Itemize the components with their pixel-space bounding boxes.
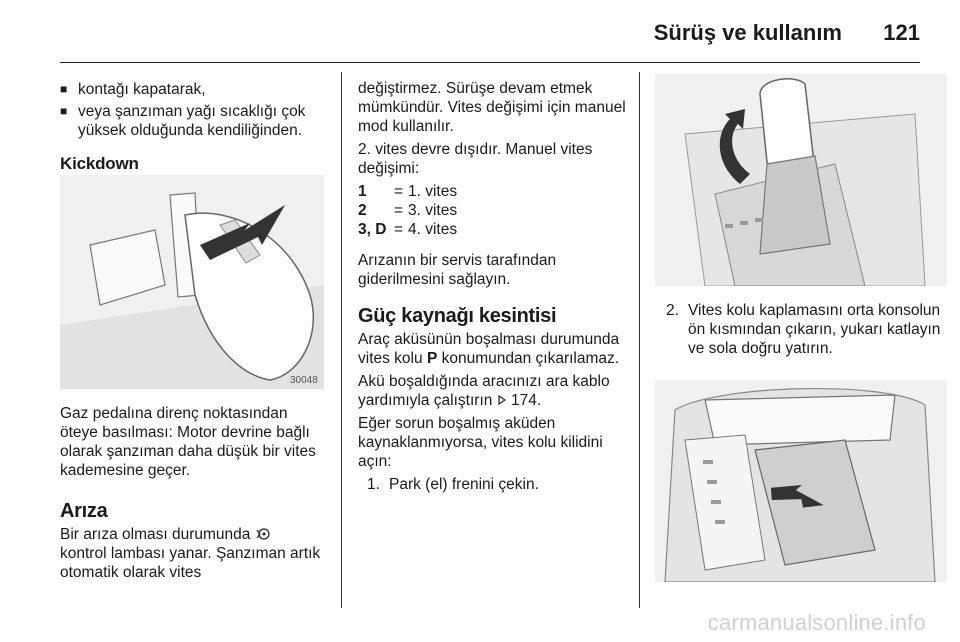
- power-text-1c: konumundan çıkarılamaz.: [441, 350, 620, 367]
- gear-eq: =: [394, 221, 404, 238]
- gear-table: [358, 182, 626, 239]
- page-reference: 174.: [511, 392, 542, 409]
- watermark: carmanualsonline.info: [707, 610, 926, 635]
- column-1-lower: [60, 404, 328, 582]
- gearbox-warning-icon: [255, 527, 273, 541]
- power-text-2a: Akü boşaldığında aracınızı ara kablo yardımıyla çalıştırın: [358, 373, 610, 409]
- power-text-3: Eğer sorun boşalmış aküden kaynaklanmıyorsa, vites kolu kilidini açın:: [358, 415, 603, 470]
- kickdown-text: Gaz pedalına direnç noktasından öteye basılması: Motor devrine bağlı olarak şanzıman daha düşük bir vites kademesine geçer.: [60, 405, 316, 479]
- step-2: [666, 301, 950, 358]
- bullet-square-icon: ■: [60, 104, 68, 118]
- gear-eq: =: [394, 183, 404, 200]
- bullet-text: veya şanzıman yağı sıcaklığı çok yüksek olduğunda kendiliğinden.: [78, 103, 306, 139]
- fault-text-1: Bir arıza olması durumunda: [60, 526, 251, 543]
- gear-key: 1: [358, 183, 367, 200]
- bullet-item: [60, 80, 328, 99]
- power-failure-heading: Güç kaynağı kesintisi: [358, 305, 557, 327]
- column-divider-2: [639, 72, 640, 608]
- bullet-item: [60, 102, 328, 140]
- step-text: Park (el) frenini çekin.: [389, 476, 539, 493]
- gear-value: 1. vites: [408, 183, 458, 200]
- page-reference-icon: [497, 392, 507, 404]
- image-code: 30048: [290, 375, 318, 386]
- gear-eq: =: [394, 202, 404, 219]
- gear-key: 3, D: [358, 221, 387, 238]
- page-number: 121: [883, 20, 920, 45]
- gear-lever-illustration: [655, 74, 947, 286]
- step-text: Vites kolu kaplamasını orta konsolun ön kısmından çıkarın, yukarı katlayın ve sola doğru yatırın.: [688, 302, 941, 357]
- gear-key: 2: [358, 202, 367, 219]
- park-position-label: P: [426, 350, 438, 367]
- service-text: Arızanın bir servis tarafından giderilmesini sağlayın.: [358, 252, 557, 288]
- kickdown-illustration: [60, 175, 324, 389]
- second-gear-text: 2. vites devre dışıdır. Manuel vites değişimi:: [358, 141, 593, 177]
- gear-value: 4. vites: [408, 221, 458, 238]
- bullet-square-icon: ■: [60, 82, 68, 96]
- column-3: [666, 301, 950, 358]
- kickdown-heading: Kickdown: [60, 154, 139, 173]
- column-1: [60, 80, 328, 173]
- fault-text-continued: değiştirmez. Sürüşe devam etmek mümkündür. Vites değişimi için manuel mod kullanılır.: [358, 80, 626, 135]
- column-2: [358, 79, 626, 494]
- power-text-1: [358, 330, 626, 368]
- power-text-2: [358, 372, 626, 410]
- bullet-text: kontağı kapatarak,: [78, 81, 206, 98]
- column-divider-1: [341, 72, 342, 608]
- power-text-1a: Araç aküsünün boşalması durumunda vites kolu: [358, 331, 620, 367]
- fault-text-2: kontrol lambası yanar. Şanzıman artık otomatik olarak vites: [60, 545, 321, 581]
- fault-heading: Arıza: [60, 500, 108, 522]
- page-header-title: Sürüş ve kullanım: [653, 20, 842, 45]
- console-cover-illustration: [655, 380, 947, 582]
- step-1: [367, 475, 626, 494]
- step-number: 2.: [666, 302, 679, 319]
- step-number: 1.: [367, 476, 380, 493]
- header-rule: [60, 62, 920, 63]
- gear-value: 3. vites: [408, 202, 458, 219]
